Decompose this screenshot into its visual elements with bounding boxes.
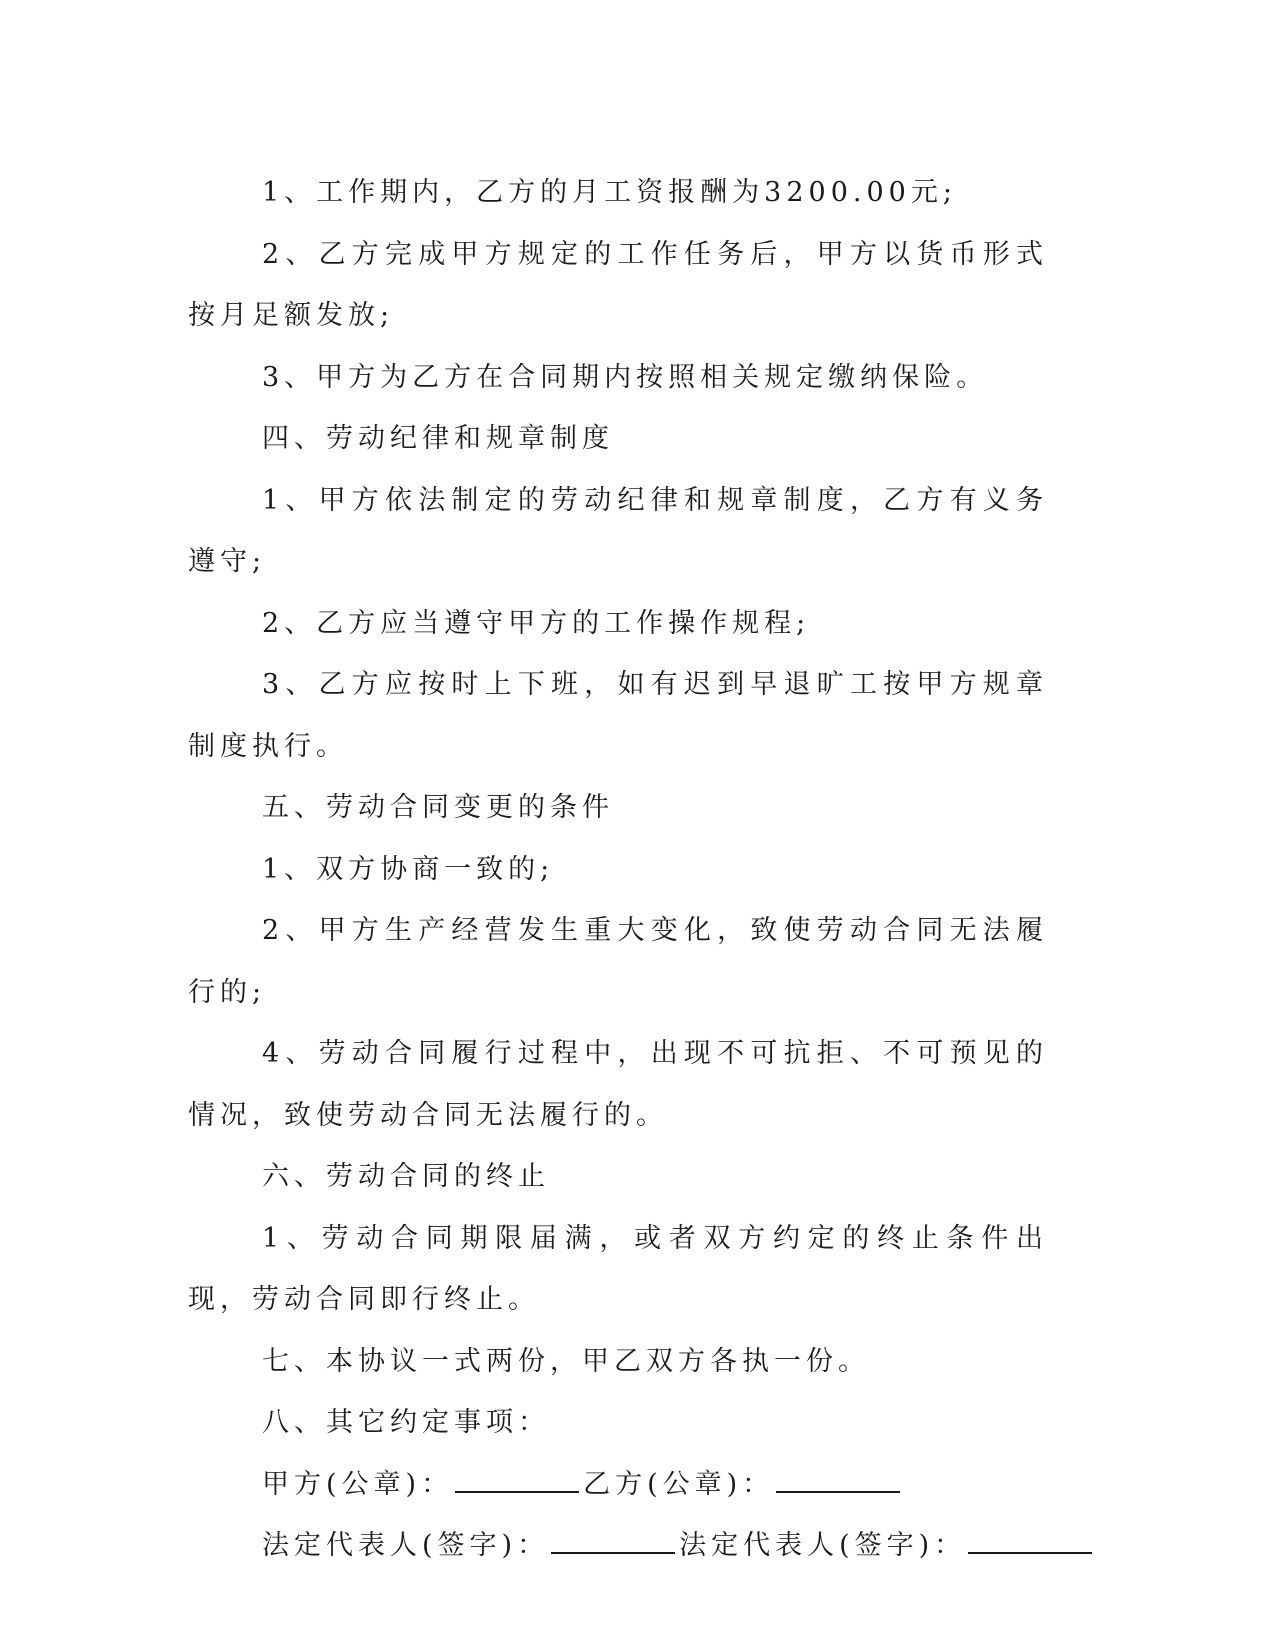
paragraph-11: 4、劳动合同履行过程中，出现不可抗拒、不可预见的情况，致使劳动合同无法履行的。 <box>188 1038 1048 1131</box>
paragraph-9: 1、双方协商一致的; <box>262 853 555 885</box>
paragraph-7: 3、乙方应按时上下班，如有迟到早退旷工按甲方规章制度执行。 <box>188 669 1048 762</box>
paragraph-6: 2、乙方应当遵守甲方的工作操作规程; <box>262 607 811 639</box>
paragraph-13: 1、劳动合同期限届满，或者双方约定的终止条件出现，劳动合同即行终止。 <box>188 1222 1048 1315</box>
paragraph-2: 2、乙方完成甲方规定的工作任务后，甲方以货币形式按月足额发放; <box>188 238 1048 331</box>
section-heading-7: 七、本协议一式两份，甲乙双方各执一份。 <box>262 1345 870 1377</box>
document-body <box>188 162 1048 1577</box>
paragraph-5: 1、甲方依法制定的劳动纪律和规章制度，乙方有义务遵守; <box>188 484 1048 577</box>
party-b-seal-label: 乙方(公章)： <box>583 1468 775 1500</box>
section-heading-4: 四、劳动纪律和规章制度 <box>262 423 614 454</box>
party-a-seal-blank <box>455 1469 579 1493</box>
party-a-seal-label: 甲方(公章)： <box>262 1468 454 1500</box>
section-heading-5: 五、劳动合同变更的条件 <box>262 792 614 823</box>
paragraph-10: 2、甲方生产经营发生重大变化，致使劳动合同无法履行的; <box>188 915 1048 1008</box>
section-heading-8: 八、其它约定事项： <box>262 1407 550 1438</box>
seal-signature-line <box>188 1454 1048 1516</box>
party-a-rep-label: 法定代表人(签字)： <box>262 1530 550 1561</box>
party-b-rep-label: 法定代表人(签字)： <box>679 1530 967 1561</box>
section-heading-6: 六、劳动合同的终止 <box>262 1161 550 1192</box>
paragraph-3: 3、甲方为乙方在合同期内按照相关规定缴纳保险。 <box>262 361 989 393</box>
representative-signature-line <box>188 1515 1048 1577</box>
party-b-seal-blank <box>776 1469 900 1493</box>
party-b-rep-blank <box>968 1530 1092 1554</box>
paragraph-1: 1、工作期内，乙方的月工资报酬为3200.00元; <box>262 177 957 208</box>
party-a-rep-blank <box>551 1530 675 1554</box>
